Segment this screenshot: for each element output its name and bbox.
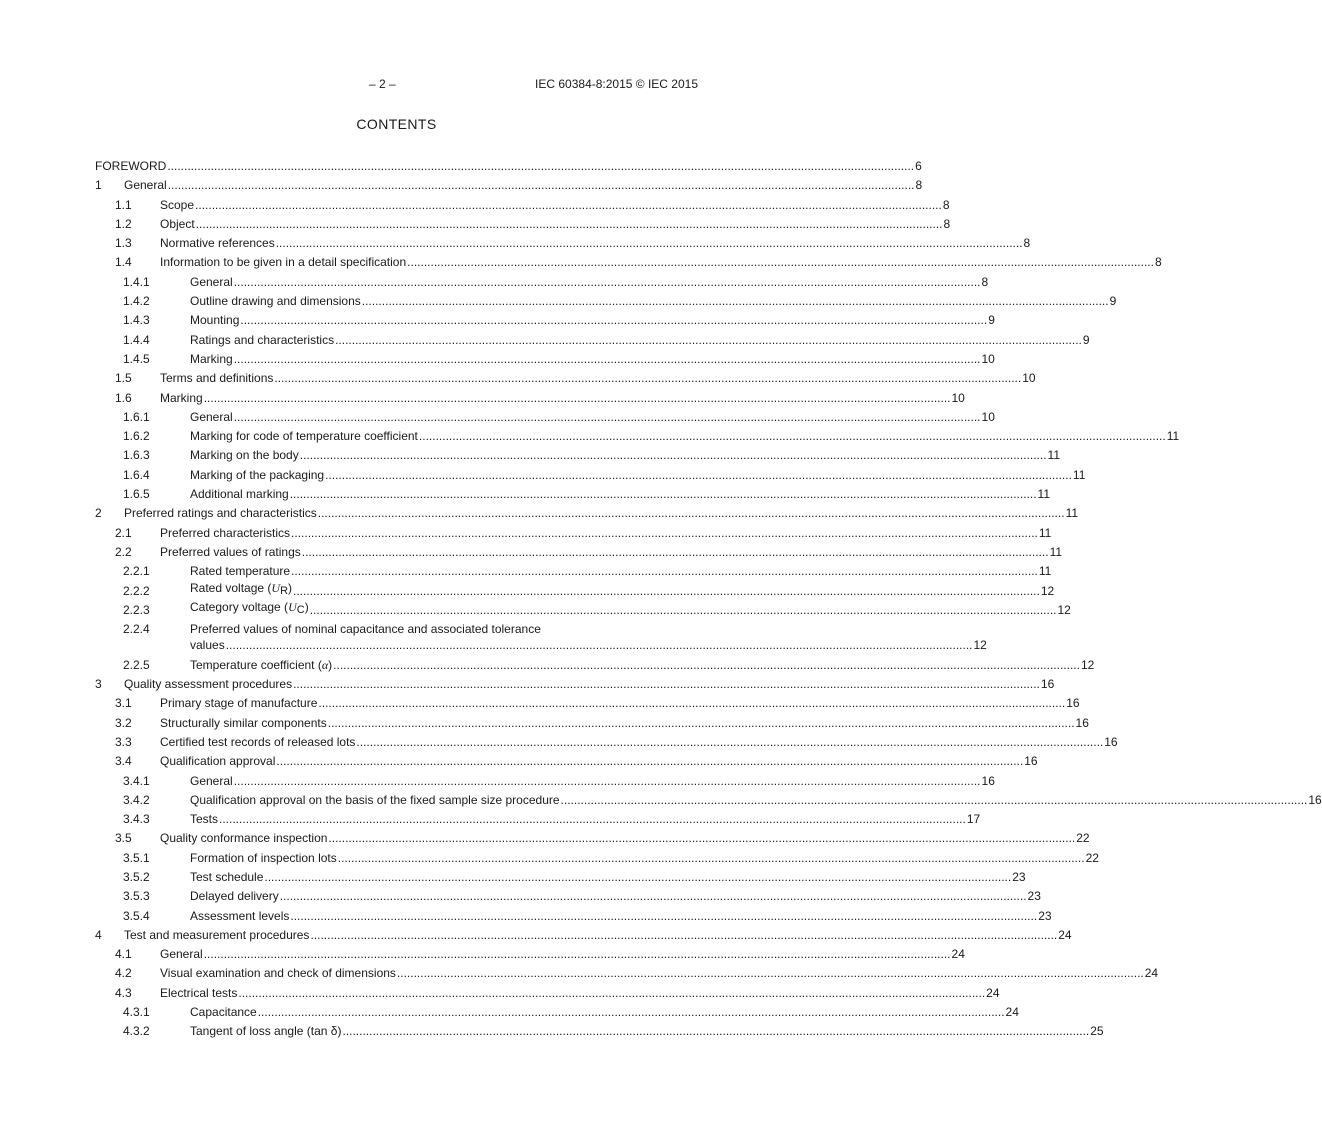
toc-entry-title-text: Delayed delivery: [190, 889, 279, 904]
dot-leader: [196, 216, 943, 232]
dot-leader: [276, 753, 1023, 769]
dot-leader: [204, 946, 951, 962]
dot-leader: [407, 254, 1154, 270]
toc-entry-number: 2.2.1: [123, 564, 150, 579]
toc-entry-title-text: Marking: [190, 351, 233, 366]
standard-reference: IEC 60384-8:2015 © IEC 2015: [535, 77, 698, 91]
toc-entry-page: 8: [1154, 255, 1162, 270]
toc-entry-title-text: Qualification approval on the basis of the fixed sample size procedure: [190, 792, 560, 807]
toc-entry-page: 24: [986, 985, 1000, 1000]
toc-entry[interactable]: [95, 351, 995, 367]
toc-entry-title: [160, 370, 273, 386]
toc-entry-title: [190, 467, 324, 483]
toc-entry[interactable]: [95, 850, 1099, 866]
toc-entry[interactable]: [95, 293, 1117, 309]
toc-entry-title-text: Rated voltage (: [190, 580, 272, 595]
toc-entry-page: 9: [988, 313, 995, 328]
toc-entry-title: [190, 428, 418, 444]
toc-entry-title: [124, 927, 309, 943]
toc-entry-title-text: Electrical tests: [160, 985, 238, 1000]
dot-leader: [234, 274, 981, 290]
toc-entry[interactable]: [95, 428, 1180, 444]
toc-entry-page: 16: [1040, 677, 1055, 692]
dot-leader: [168, 177, 915, 193]
toc-entry-number: 1.3: [115, 236, 132, 251]
contents-title: CONTENTS: [356, 116, 437, 132]
toc-entry-number: 1.6.3: [123, 448, 150, 463]
toc-entry-title-text: FOREWORD: [95, 159, 167, 173]
dot-leader: [342, 1023, 1089, 1039]
toc-entry-page: 16: [1104, 734, 1118, 749]
toc-entry-title: [190, 811, 218, 827]
toc-entry-page: 6: [915, 159, 922, 173]
toc-entry-number: 1.4.3: [123, 313, 150, 328]
toc-entry-page: 11: [1038, 525, 1052, 540]
dot-leader: [300, 447, 1047, 463]
toc-entry-title: [124, 676, 292, 692]
toc-entry-number: 2.1: [115, 525, 132, 540]
toc-entry-page: 8: [1023, 236, 1031, 251]
toc-entry-page: 8: [942, 197, 950, 212]
toc-entry-page: 17: [966, 812, 981, 827]
dot-leader: [240, 312, 987, 328]
toc-entry-number: 3.5.3: [123, 889, 150, 904]
toc-entry-number: 1.4: [115, 255, 132, 270]
toc-entry-title-text: Quality assessment procedures: [124, 677, 293, 692]
toc-entry[interactable]: [95, 235, 1031, 251]
toc-entry-page: 10: [981, 409, 995, 424]
dot-leader: [338, 850, 1085, 866]
toc-entry-number: 2.2.3: [123, 602, 150, 617]
toc-entry-page: 24: [1058, 927, 1072, 942]
toc-entry-title: [160, 544, 301, 560]
toc-entry-number: 3.5.4: [123, 908, 150, 923]
toc-entry-number: 3.4.1: [123, 773, 150, 788]
toc-entry[interactable]: [95, 505, 1079, 521]
toc-entry-number: 4.3.2: [123, 1024, 150, 1039]
toc-entry-title: [160, 235, 275, 251]
toc-entry[interactable]: [95, 544, 1063, 560]
dot-leader: [195, 197, 942, 213]
toc-entry-title: [95, 158, 166, 174]
dot-leader: [258, 1004, 1005, 1020]
toc-entry-number: 1.6.4: [123, 467, 150, 482]
toc-entry-title: [160, 695, 317, 711]
toc-entry-number: 3.5: [115, 831, 132, 846]
toc-entry-number: 4.1: [115, 947, 132, 962]
table-of-contents: [95, 158, 1322, 1043]
toc-entry-number: 1.6.1: [123, 409, 150, 424]
math-variable: α: [321, 657, 329, 672]
dot-leader: [234, 773, 981, 789]
toc-entry-page: 22: [1076, 831, 1090, 846]
toc-entry-title-text: Preferred values of ratings: [160, 544, 301, 559]
toc-entry-title: [190, 447, 299, 463]
dot-leader: [561, 792, 1308, 808]
toc-entry-title-text: Normative references: [160, 236, 275, 251]
dot-leader: [325, 467, 1072, 483]
toc-entry[interactable]: [95, 773, 995, 789]
toc-entry-page: 23: [1027, 889, 1041, 904]
toc-entry-title-text: Test schedule: [190, 869, 264, 884]
toc-entry[interactable]: [95, 811, 981, 827]
toc-entry-number: 4.3.1: [123, 1005, 150, 1020]
toc-entry[interactable]: [95, 869, 1026, 885]
toc-entry-number: 3.1: [115, 696, 132, 711]
toc-entry-line: [190, 621, 987, 637]
toc-entry-title-block: [190, 621, 987, 653]
toc-entry-title: [190, 657, 332, 673]
toc-entry-number: 2.2.5: [123, 657, 150, 672]
toc-entry-number: 1.4.4: [123, 332, 150, 347]
toc-entry-number: 1.4.2: [123, 294, 150, 309]
toc-entry-title-text: General: [190, 773, 233, 788]
toc-entry-title-text: Capacitance: [190, 1005, 257, 1020]
toc-entry-title: [160, 946, 203, 962]
toc-entry-title: [190, 792, 560, 808]
dot-leader: [280, 888, 1027, 904]
dot-leader: [362, 293, 1109, 309]
toc-entry-title-text: Marking on the body: [190, 448, 299, 463]
dot-leader: [310, 602, 1057, 618]
toc-entry-title: [160, 197, 194, 213]
toc-entry-title-text: Structurally similar components: [160, 715, 327, 730]
toc-entry-page: 16: [1075, 715, 1089, 730]
toc-entry[interactable]: [95, 946, 965, 962]
toc-entry-page: 25: [1090, 1024, 1104, 1039]
toc-entry-number: 4.3: [115, 985, 132, 1000]
toc-entry-page: 23: [1012, 869, 1026, 884]
toc-entry-title: [190, 332, 334, 348]
toc-entry-title-text: Tests: [190, 812, 219, 827]
toc-entry-number: 1.6.2: [123, 429, 150, 444]
toc-entry-title: [160, 715, 327, 731]
dot-leader: [234, 351, 981, 367]
toc-entry-number: 3.3: [115, 734, 132, 749]
toc-entry-page: 23: [1038, 908, 1052, 923]
toc-entry[interactable]: [95, 830, 1090, 846]
toc-entry-page: 9: [1109, 294, 1117, 309]
math-variable: U: [271, 580, 281, 595]
dot-leader: [167, 158, 914, 174]
toc-entry-title: [160, 985, 237, 1001]
toc-entry-title: [190, 1004, 257, 1020]
toc-entry-number: 1.6.5: [123, 487, 150, 502]
dot-leader: [356, 734, 1103, 750]
toc-entry[interactable]: [95, 695, 1080, 711]
page-header: [0, 77, 793, 93]
toc-entry-page: 16: [981, 773, 995, 788]
toc-entry-title: [124, 177, 167, 193]
toc-entry-page: 10: [951, 390, 965, 405]
dot-leader: [318, 695, 1065, 711]
toc-entry-page: 11: [1072, 467, 1086, 482]
toc-entry-title-text: Preferred values of nominal capacitance and associated tolerance: [190, 622, 541, 637]
toc-entry-page: 11: [1038, 564, 1052, 579]
toc-entry-title-text: Primary stage of manufacture: [160, 696, 318, 711]
dot-leader: [328, 830, 1075, 846]
toc-entry-title-text: Quality conformance inspection: [160, 831, 328, 846]
toc-entry-title-text: Preferred characteristics: [160, 525, 291, 540]
toc-entry[interactable]: [95, 753, 1038, 769]
toc-entry-title: [190, 274, 233, 290]
dot-leader: [276, 235, 1023, 251]
toc-entry-title-text: Assessment levels: [190, 908, 290, 923]
toc-entry[interactable]: [95, 467, 1086, 483]
toc-entry-title-text: General: [190, 274, 233, 289]
page-number: – 2 –: [369, 77, 396, 91]
toc-entry-title-text: General: [190, 409, 233, 424]
toc-entry-number: 2.2.4: [123, 622, 150, 637]
dot-leader: [419, 428, 1166, 444]
toc-entry-number: 1.1: [115, 197, 132, 212]
toc-entry-page: 8: [981, 274, 989, 289]
toc-entry-number: 3.4.2: [123, 792, 150, 807]
toc-entry-title: [160, 753, 275, 769]
toc-entry-line: [190, 637, 987, 653]
toc-entry[interactable]: [95, 965, 1159, 981]
toc-entry-title-close: ): [304, 599, 309, 614]
toc-entry-page: 12: [1080, 657, 1095, 672]
toc-entry-page: 10: [981, 351, 995, 366]
toc-entry-title: [190, 293, 361, 309]
toc-entry[interactable]: [95, 715, 1089, 731]
toc-entry[interactable]: [95, 1023, 1104, 1039]
toc-entry-title-text: Qualification approval: [160, 754, 276, 769]
toc-entry-title-text: Temperature coefficient (: [190, 657, 322, 672]
toc-entry-title-continued: values: [190, 638, 225, 653]
toc-entry-title: [190, 312, 239, 328]
dot-leader: [204, 390, 951, 406]
toc-entry[interactable]: [95, 1004, 1019, 1020]
toc-entry-page: 24: [1144, 966, 1159, 981]
toc-entry-title: [160, 830, 327, 846]
toc-entry-title-text: Terms and definitions: [160, 371, 274, 386]
toc-entry-title-text: Information to be given in a detail specification: [160, 255, 407, 270]
toc-entry-title-text: General: [160, 947, 203, 962]
toc-entry-page: 8: [915, 178, 923, 193]
toc-entry-page: 24: [1005, 1005, 1019, 1020]
toc-entry[interactable]: [95, 486, 1050, 502]
toc-entry-title-text: Tangent of loss angle (tan δ): [190, 1024, 342, 1039]
toc-entry-title-text: Outline drawing and dimensions: [190, 294, 361, 309]
dot-leader: [264, 869, 1011, 885]
toc-entry-title-text: Marking for code of temperature coefficient: [190, 429, 418, 444]
toc-entry[interactable]: [95, 657, 1095, 673]
toc-entry[interactable]: [95, 274, 989, 290]
toc-entry-page: 12: [973, 638, 987, 653]
dot-leader: [290, 908, 1037, 924]
dot-leader: [274, 370, 1021, 386]
toc-entry[interactable]: [95, 158, 922, 174]
toc-entry-page: 12: [1057, 602, 1071, 617]
toc-entry[interactable]: [95, 216, 951, 232]
toc-entry-title: [190, 580, 292, 599]
toc-entry-title: [190, 773, 233, 789]
toc-entry-number: 1.5: [115, 371, 132, 386]
dot-leader: [335, 332, 1082, 348]
toc-entry-page: 9: [1082, 332, 1090, 347]
toc-entry-page: 11: [1047, 448, 1061, 463]
dot-leader: [397, 965, 1144, 981]
toc-entry-page: 8: [943, 216, 951, 231]
toc-entry-page: 11: [1037, 487, 1050, 502]
toc-entry[interactable]: [95, 312, 995, 328]
toc-entry-number: 2.2.2: [123, 583, 150, 598]
toc-entry-title: [190, 486, 289, 502]
toc-entry-title-text: Formation of inspection lots: [190, 850, 337, 865]
toc-entry-title-text: Test and measurement procedures: [124, 927, 310, 942]
toc-entry-title-close: ): [288, 580, 293, 595]
toc-entry-number: 4.2: [115, 966, 132, 981]
toc-entry-page: 16: [1024, 754, 1038, 769]
toc-entry[interactable]: [95, 254, 1162, 270]
toc-entry[interactable]: [95, 390, 965, 406]
toc-entry-number: 3.4.3: [123, 812, 150, 827]
toc-entry-title: [160, 525, 290, 541]
toc-entry[interactable]: [95, 621, 987, 653]
toc-entry-title-text: Preferred ratings and characteristics: [124, 506, 317, 521]
toc-entry[interactable]: [95, 197, 950, 213]
dot-leader: [310, 927, 1057, 943]
toc-entry-title-text: Marking: [160, 390, 203, 405]
toc-entry-page: 12: [1040, 583, 1055, 598]
toc-entry[interactable]: [95, 676, 1055, 692]
toc-entry-title-text: Marking of the packaging: [190, 467, 325, 482]
toc-entry-title: [190, 409, 233, 425]
toc-entry[interactable]: [95, 563, 1052, 579]
toc-entry-number: 2: [95, 506, 102, 521]
toc-entry-title: [160, 390, 203, 406]
dot-leader: [333, 657, 1080, 673]
dot-leader: [291, 525, 1038, 541]
dot-leader: [290, 486, 1037, 502]
toc-entry-number: 3.5.2: [123, 869, 150, 884]
toc-entry[interactable]: [95, 599, 1071, 618]
toc-entry-title-text: Ratings and characteristics: [190, 332, 335, 347]
toc-entry-number: 1.2: [115, 216, 132, 231]
toc-entry-title-text: Category voltage (: [190, 599, 289, 614]
dot-leader: [219, 811, 966, 827]
toc-entry-title: [160, 734, 355, 750]
toc-entry-page: 22: [1085, 850, 1099, 865]
toc-entry-number: 1: [95, 178, 102, 193]
toc-entry[interactable]: [95, 370, 1036, 386]
toc-entry-title: [160, 216, 195, 232]
toc-entry-page: 11: [1065, 506, 1079, 521]
toc-entry-title-close: ): [328, 657, 333, 672]
dot-leader: [226, 637, 973, 653]
dot-leader: [234, 409, 981, 425]
toc-entry[interactable]: [95, 985, 1000, 1001]
toc-entry[interactable]: [95, 332, 1090, 348]
toc-entry-title-text: Rated temperature: [190, 564, 291, 579]
toc-entry-title: [190, 850, 337, 866]
dot-leader: [291, 563, 1038, 579]
toc-entry-title-text: General: [124, 178, 167, 193]
toc-entry-title-text: Mounting: [190, 313, 240, 328]
toc-entry-number: 1.4.1: [123, 274, 150, 289]
toc-entry-page: 16: [1066, 696, 1080, 711]
toc-entry[interactable]: [95, 908, 1052, 924]
toc-entry-title-text: Object: [160, 216, 195, 231]
toc-entry-number: 3.5.1: [123, 850, 150, 865]
dot-leader: [293, 676, 1040, 692]
toc-entry-title: [190, 1023, 341, 1039]
toc-entry-title-text: Scope: [160, 197, 195, 212]
toc-entry-title: [190, 599, 309, 618]
toc-entry-title: [190, 563, 290, 579]
toc-entry-number: 1.6: [115, 390, 132, 405]
toc-entry-page: 10: [1022, 371, 1036, 386]
dot-leader: [328, 715, 1075, 731]
toc-entry-page: 11: [1049, 544, 1063, 559]
toc-entry[interactable]: [95, 792, 1322, 808]
toc-entry-title: [190, 622, 541, 636]
toc-entry-title: [124, 505, 317, 521]
toc-entry-page: 24: [951, 947, 965, 962]
toc-entry-number: 3: [95, 677, 102, 692]
dot-leader: [293, 583, 1040, 599]
toc-entry-number: 3.2: [115, 715, 132, 730]
toc-entry-title: [160, 965, 396, 981]
toc-entry[interactable]: [95, 580, 1055, 599]
math-subscript: R: [280, 584, 289, 597]
dot-leader: [318, 505, 1065, 521]
toc-entry[interactable]: [95, 447, 1061, 463]
toc-entry-title-text: Certified test records of released lots: [160, 734, 356, 749]
math-subscript: C: [296, 603, 305, 616]
dot-leader: [238, 985, 985, 1001]
toc-entry-title: [190, 869, 263, 885]
dot-leader: [302, 544, 1049, 560]
toc-entry-page: 16: [1308, 792, 1322, 807]
toc-entry[interactable]: [95, 888, 1041, 904]
toc-entry[interactable]: [95, 734, 1118, 750]
toc-entry-title: [190, 888, 279, 904]
toc-entry-number: 2.2: [115, 544, 132, 559]
toc-entry-title-text: Visual examination and check of dimensions: [160, 966, 396, 981]
toc-entry-number: 4: [95, 927, 102, 942]
math-variable: U: [288, 599, 297, 614]
toc-entry[interactable]: [95, 409, 995, 425]
toc-entry[interactable]: [95, 525, 1052, 541]
toc-entry-page: 11: [1166, 429, 1180, 444]
toc-entry-number: 3.4: [115, 754, 132, 769]
toc-entry-number: 1.4.5: [123, 351, 150, 366]
toc-entry-title: [190, 351, 233, 367]
toc-entry-title: [190, 908, 289, 924]
toc-entry-title: [160, 254, 406, 270]
toc-entry[interactable]: [95, 177, 923, 193]
toc-entry-title-text: Additional marking: [190, 487, 289, 502]
toc-entry[interactable]: [95, 927, 1072, 943]
